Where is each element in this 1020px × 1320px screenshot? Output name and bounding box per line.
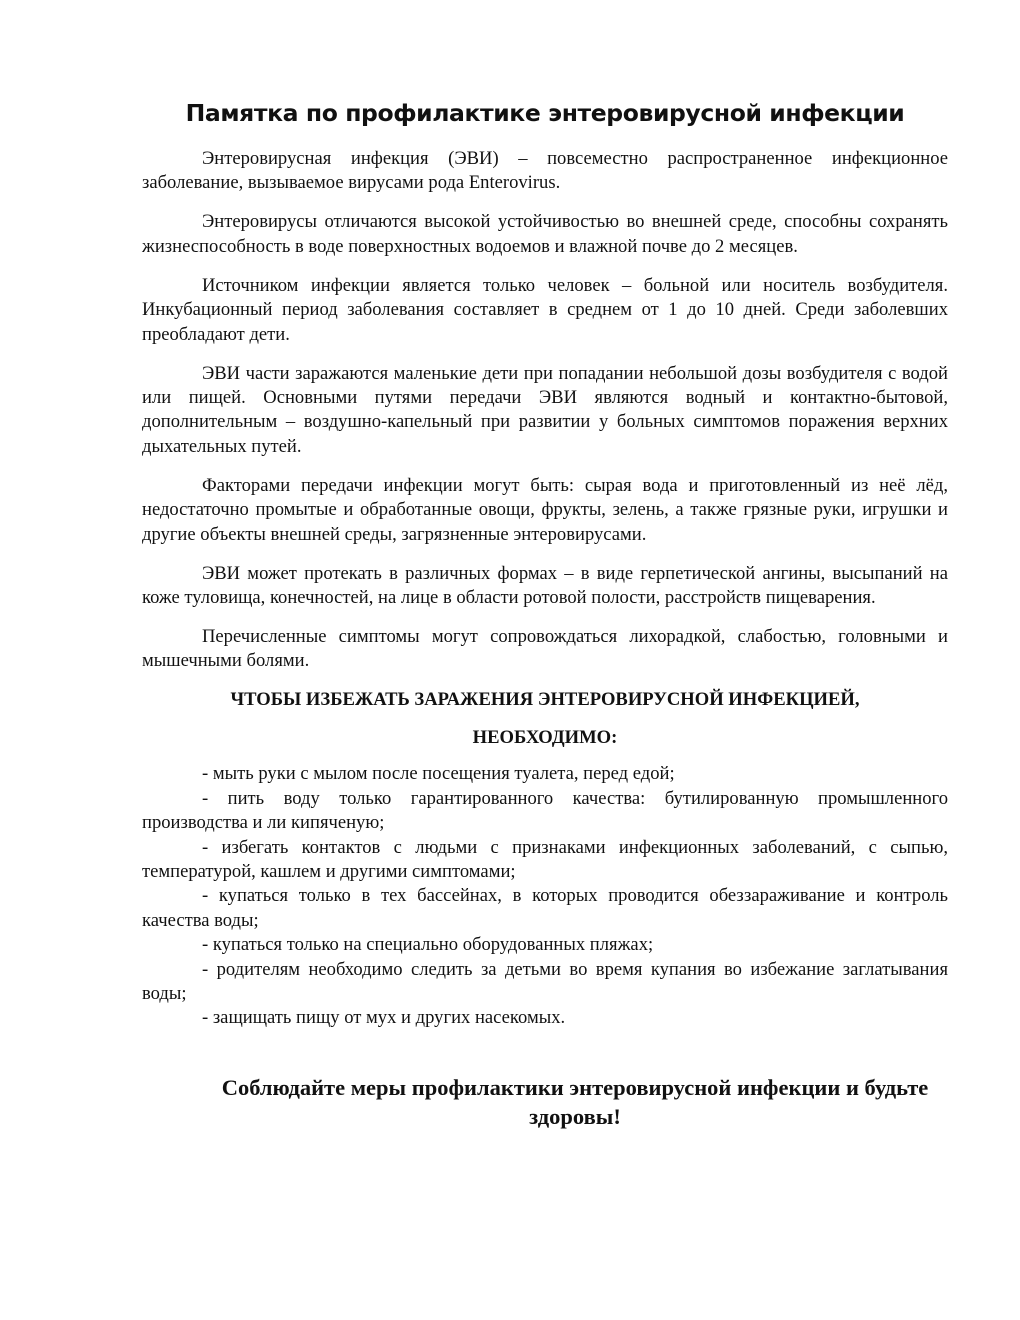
paragraph-forms: ЭВИ может протекать в различных формах – в виде герпетической ангины, высыпаний на коже туловища, конечностей, на лице в области ротовой полости, расстройств пищеварения. bbox=[142, 562, 948, 609]
paragraph-source: Источником инфекции является только человек – больной или носитель возбудителя. Инкубационный период заболевания составляет в среднем от 1 до 10 дней. Среди заболевших преобладают дети. bbox=[142, 274, 948, 345]
prevention-heading: ЧТОБЫ ИЗБЕЖАТЬ ЗАРАЖЕНИЯ ЭНТЕРОВИРУСНОЙ ИНФЕКЦИЕЙ, bbox=[230, 689, 860, 711]
paragraph-resistance: Энтеровирусы отличаются высокой устойчивостью во внешней среде, способны сохранять жизнеспособность в воде поверхностных водоемов и влажной почве до 2 месяцев. bbox=[142, 211, 948, 257]
prevention-item: - мыть руки с мылом после посещения туалета, перед едой; bbox=[202, 763, 675, 785]
paragraph-symptoms: Перечисленные симптомы могут сопровождаться лихорадкой, слабостью, головными и мышечными болями. bbox=[142, 626, 948, 672]
paragraph-factors: Факторами передачи инфекции могут быть: сырая вода и приготовленный из неё лёд, недостаточно промытые и обработанные овощи, фрукты, зелень, а также грязные руки, игрушки и другие объекты внешней среды, загрязненные энтеровирусами. bbox=[142, 474, 948, 545]
prevention-item: - купаться только в тех бассейнах, в которых проводится обеззараживание и контроль качества воды; bbox=[142, 885, 948, 931]
prevention-item: - пить воду только гарантированного качества: бутилированную промышленного производства и ли кипяченую; bbox=[142, 787, 948, 834]
prevention-item: - избегать контактов с людьми с признаками инфекционных заболеваний, с сыпью, температурой, кашлем и другими симптомами; bbox=[142, 836, 948, 882]
prevention-list bbox=[142, 762, 948, 1030]
prevention-heading-continuation: НЕОБХОДИМО: bbox=[472, 726, 618, 748]
prevention-item: - защищать пищу от мух и других насекомых. bbox=[202, 1007, 566, 1029]
document-title: Памятка по профилактике энтеровирусной инфекции bbox=[185, 99, 905, 127]
paragraph-definition: Энтеровирусная инфекция (ЭВИ) – повсеместно распространенное инфекционное заболевание, вызываемое вирусами рода Enterovirus. bbox=[142, 148, 948, 194]
paragraph-transmission: ЭВИ части заражаются маленькие дети при попадании небольшой дозы возбудителя с водой или пищей. Основными путями передачи ЭВИ являются водный и контактно-бытовой, дополнительным – воздушно-капельный при развитии у больных симптомов поражения верхних дыхательных путей. bbox=[142, 362, 948, 457]
prevention-item: - родителям необходимо следить за детьми во время купания во избежание заглатывания воды; bbox=[142, 958, 948, 1004]
document-body bbox=[142, 147, 948, 1131]
closing-appeal: Соблюдайте меры профилактики энтеровирусной инфекции и будьте здоровы! bbox=[221, 1074, 929, 1129]
prevention-item: - купаться только на специально оборудованных пляжах; bbox=[202, 934, 654, 956]
